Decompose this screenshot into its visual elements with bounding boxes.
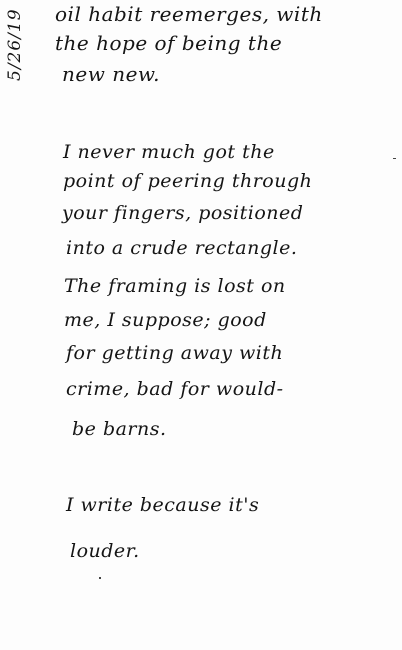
pen-speck xyxy=(99,577,101,579)
handwritten-line: into a crude rectangle. xyxy=(66,237,298,259)
handwritten-line: be barns. xyxy=(72,418,167,440)
handwritten-line: louder. xyxy=(70,540,140,562)
handwritten-line: oil habit reemerges, with xyxy=(55,2,323,26)
handwritten-line: crime, bad for would- xyxy=(66,378,284,400)
pen-speck xyxy=(393,158,396,159)
handwritten-line: I write because it's xyxy=(66,494,260,516)
handwritten-line: me, I suppose; good xyxy=(64,309,267,331)
handwritten-line: point of peering through xyxy=(63,170,313,192)
handwritten-line: The framing is lost on xyxy=(64,275,286,297)
handwritten-line: the hope of being the xyxy=(55,31,283,55)
handwritten-line: for getting away with xyxy=(66,342,284,364)
handwritten-date: 5/26/19 xyxy=(5,8,25,81)
handwritten-line: your fingers, positioned xyxy=(62,202,304,224)
handwritten-line: I never much got the xyxy=(63,141,275,163)
handwritten-line: new new. xyxy=(62,62,161,86)
